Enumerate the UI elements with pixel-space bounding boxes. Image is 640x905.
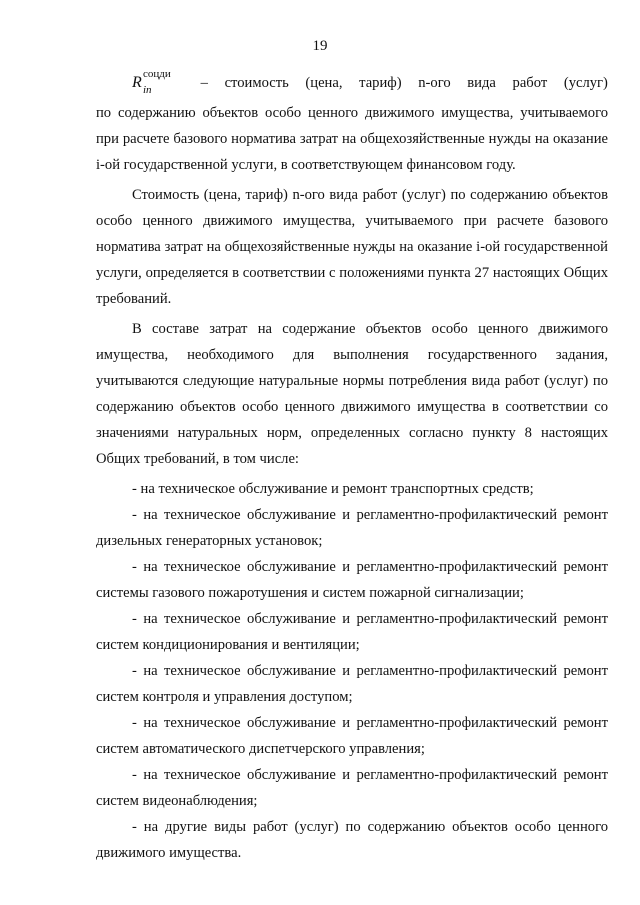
list-item: - на техническое обслуживание и регламентно-профилактический ремонт системы газового пожаротушения и систем пожарной сигнализации;	[96, 559, 608, 601]
paragraph: В составе затрат на содержание объектов особо ценного движимого имущества, необходимого для выполнения государственного задания, учитываются следующие натуральные нормы потребления вида работ (услуг) по содержанию объектов особо ценного движимого имущества в соответствии со значениями натуральных норм, определенных согласно пункту 8 настоящих Общих требований, в том числе:	[96, 321, 608, 467]
formula-word: (услуг)	[563, 75, 608, 91]
list-item: - на техническое обслуживание и ремонт транспортных средств;	[132, 481, 534, 497]
paragraph: Стоимость (цена, тариф) n-ого вида работ (услуг) по содержанию объектов особо ценного движимого имущества, учитываемого при расчете базового норматива затрат на общехозяйственные нужды на оказание i-ой государственной услуги, определяется в соответствии с положениями пункта 27 настоящих Общих требований.	[96, 187, 608, 307]
formula-word: тариф)	[359, 75, 402, 91]
formula-word: вида	[467, 75, 496, 91]
list-item: - на техническое обслуживание и регламентно-профилактический ремонт систем видеонаблюдения;	[96, 767, 608, 809]
formula-symbol	[132, 70, 184, 96]
list-item: - на техническое обслуживание и регламентно-профилактический ремонт систем автоматического диспетчерского управления;	[96, 715, 608, 757]
formula-subscript: in	[143, 84, 152, 96]
list-item: - на техническое обслуживание и регламентно-профилактический ремонт систем контроля и управления доступом;	[96, 663, 608, 705]
document-body	[96, 70, 608, 866]
formula-symbol-letter: R	[132, 74, 142, 91]
list-item: - на другие виды работ (услуг) по содержанию объектов особо ценного движимого имущества.	[96, 819, 608, 861]
formula-definition-text: по содержанию объектов особо ценного движимого имущества, учитываемого при расчете базового норматива затрат на общехозяйственные нужды на оказание i-ой государственной услуги, в соответствующем финансовом году.	[96, 105, 608, 173]
formula-definition-line	[132, 70, 608, 100]
list-item: - на техническое обслуживание и регламентно-профилактический ремонт дизельных генераторных установок;	[96, 507, 608, 549]
page-number: 19	[312, 38, 328, 54]
list-item: - на техническое обслуживание и регламентно-профилактический ремонт систем кондиционирования и вентиляции;	[96, 611, 608, 653]
formula-word: (цена,	[305, 75, 343, 91]
formula-superscript: соцди	[143, 68, 171, 80]
formula-dash: –	[200, 75, 208, 91]
formula-word: работ	[512, 75, 548, 91]
formula-word: n-ого	[418, 75, 451, 91]
formula-word: стоимость	[224, 75, 289, 91]
